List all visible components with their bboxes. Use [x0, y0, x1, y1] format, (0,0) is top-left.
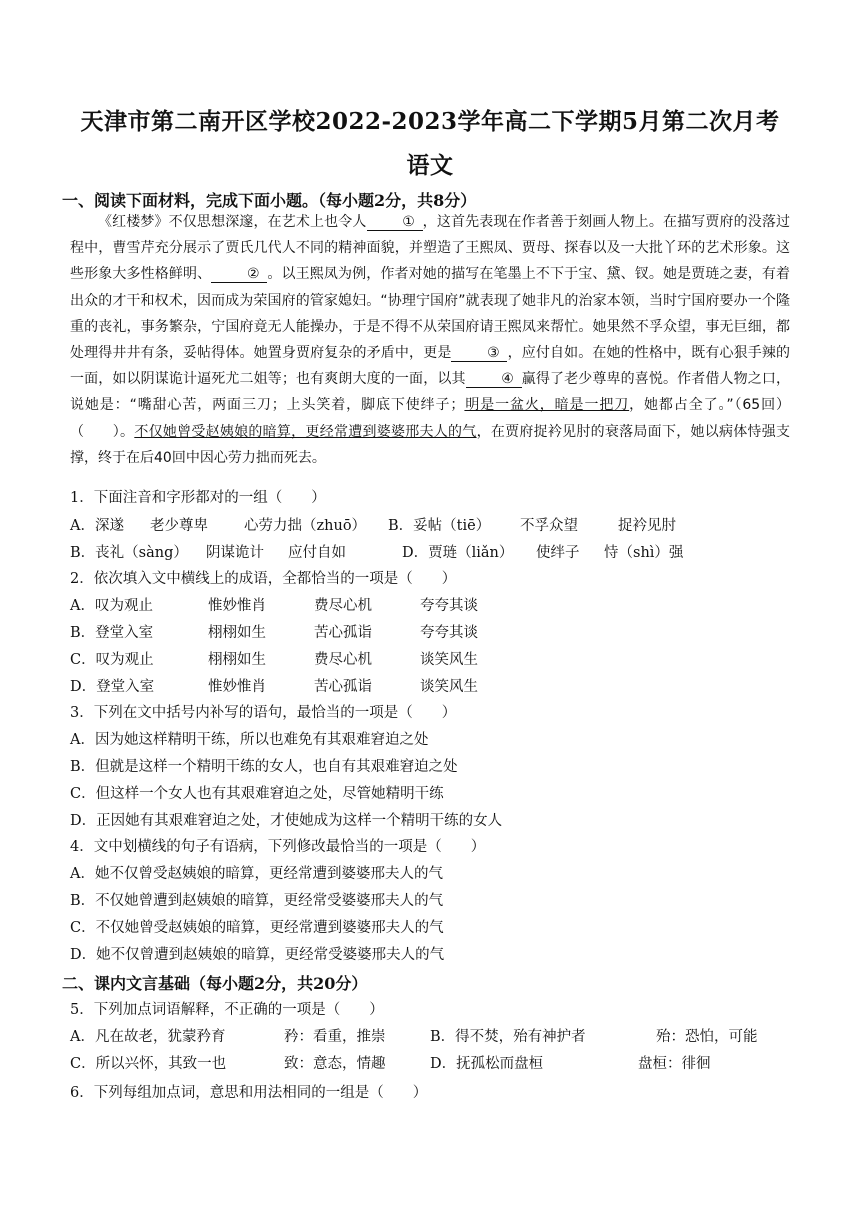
exam-title: 天津市第二南开区学校2022-2023学年高二下学期5月第二次月考 — [80, 108, 780, 135]
question-1-row-2: B．丧礼（sàng） 阴谋诡计 应付自如 D．贾琏（liǎn） 使绊子 恃（shì）强 — [70, 545, 684, 561]
question-2-option-a: A．叹为观止 惟妙惟肖 费尽心机 夸夸其谈 — [70, 598, 478, 614]
question-1-row-1: A．深遂 老少尊卑 心劳力拙（zhuō） B．妥帖（tiē） 不孚众望 捉衿见肘 — [70, 518, 676, 534]
question-5-row-2: C．所以兴怀，其致一也 致：意态，情趣 D．抚孤松而盘桓 盘桓：徘徊 — [70, 1056, 711, 1072]
question-1-stem: 1．下面注音和字形都对的一组（ ） — [70, 490, 326, 506]
blank-2: ② — [211, 266, 267, 283]
question-4-option-a: A．她不仅曾受赵姨娘的暗算，更经常遭到婆婆邢夫人的气 — [70, 866, 443, 882]
question-3-option-d: D．正因她有其艰难窘迫之处，才使她成为这样一个精明干练的女人 — [70, 813, 503, 829]
question-2-option-d: D．登堂入室 惟妙惟肖 苦心孤诣 谈笑风生 — [70, 679, 478, 695]
question-2-option-b: B．登堂入室 栩栩如生 苦心孤诣 夸夸其谈 — [70, 625, 478, 641]
question-4-option-c: C．不仅她曾受赵姨娘的暗算，更经常遭到婆婆邢夫人的气 — [70, 920, 444, 936]
blank-1: ① — [367, 214, 423, 231]
reading-passage: 《红楼梦》不仅思想深邃，在艺术上也令人 ① ，这首先表现在作者善于刻画人物上。在描写贾府的没落过程中，曹雪芹充分展示了贾氏几代人不同的精神面貌，并塑造了王熙凤、贾母、探春以及一大批丫环的艺术形象。这些形象大多性格鲜明、 ② 。以王熙凤为例，作者对她的描写在笔墨上不下于宝、黛、钗。她是贾琏之妻，有着出众的才干和权术，因而成为荣国府的管家媳妇。“协理宁国府”就表现了她非凡的治家本领，当时宁国府要办一个隆重的丧礼，事务繁杂，宁国府竟无人能操办，于是不得不从荣国府请王熙凤来帮忙。她果然不孚众望，事无巨细，都处理得井井有条，妥帖得体。她置身贾府复杂的矛盾中，更是 ③ ，应付自如。在她的性格中，既有心狠手辣的一面，如以阴谋诡计逼死尤二姐等；也有爽朗大度的一面，以其 ④ 赢得了老少尊卑的喜悦。作者借人物之口，说她是：“嘴甜心苦，两面三刀；上头笑着，脚底下使绊子；明是一盆火，暗是一把刀，她都占全了。”（65回）（ ）。不仅她曾受赵姨娘的暗算，更经常遭到婆婆邢夫人的气，在贾府捉衿见肘的衰落局面下，她以病体恃强支撑，终于在后40回中因心劳力拙而死去。 — [70, 214, 791, 466]
question-4-option-b: B．不仅她曾遭到赵姨娘的暗算，更经常受婆婆邢夫人的气 — [70, 893, 444, 909]
section-one-heading: 一、阅读下面材料，完成下面小题。（每小题2分，共8分） — [62, 191, 477, 210]
underlined-sentence-2: 不仅她曾受赵姨娘的暗算，更经常遭到婆婆邢夫人的气 — [134, 423, 477, 440]
blank-4: ④ — [466, 371, 522, 388]
question-3-option-b: B．但就是这样一个精明干练的女人，也自有其艰难窘迫之处 — [70, 759, 458, 775]
question-6-stem: 6．下列每组加点词，意思和用法相同的一组是（ ） — [70, 1085, 428, 1101]
question-3-option-c: C．但这样一个女人也有其艰难窘迫之处，尽管她精明干练 — [70, 786, 444, 802]
section-two-heading: 二、课内文言基础（每小题2分，共20分） — [62, 974, 368, 993]
question-3-option-a: A．因为她这样精明干练，所以也难免有其艰难窘迫之处 — [70, 732, 429, 748]
underlined-sentence-1: 明是一盆火，暗是一把刀 — [464, 397, 630, 414]
question-4-option-d: D．她不仅曾遭到赵姨娘的暗算，更经常受婆婆邢夫人的气 — [70, 947, 445, 963]
blank-3: ③ — [451, 345, 507, 362]
question-4-stem: 4．文中划横线的句子有语病，下列修改最恰当的一项是（ ） — [70, 839, 486, 855]
question-3-stem: 3．下列在文中括号内补写的语句，最恰当的一项是（ ） — [70, 705, 457, 721]
question-5-stem: 5．下列加点词语解释，不正确的一项是（ ） — [70, 1002, 384, 1018]
question-2-stem: 2．依次填入文中横线上的成语，全都恰当的一项是（ ） — [70, 571, 457, 587]
question-5-row-1: A．凡在故老，犹蒙矜育 矜：看重，推崇 B．得不焚，殆有神护者 殆：恐怕，可能 — [70, 1029, 758, 1045]
exam-subject: 语文 — [406, 152, 454, 179]
question-2-option-c: C．叹为观止 栩栩如生 费尽心机 谈笑风生 — [70, 652, 478, 668]
